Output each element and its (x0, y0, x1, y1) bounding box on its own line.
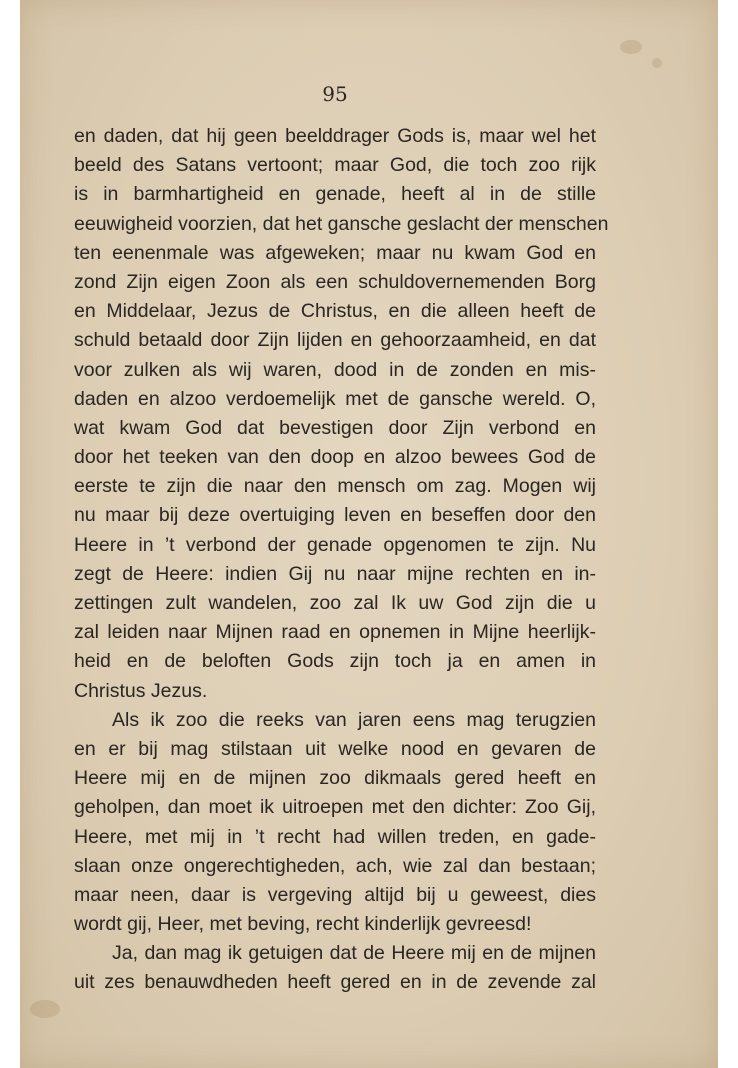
text-line: eeuwigheid voorzien, dat het gansche geslacht der menschen (74, 212, 609, 235)
text-line: is in barmhartigheid en genade, heeft al in de stille (74, 183, 596, 206)
body-text (74, 122, 609, 998)
text-line: zettingen zult wandelen, zoo zal Ik uw God zijn die u (74, 592, 596, 614)
paper-stain (620, 40, 642, 54)
paragraph-start-line: Als ik zoo die reeks van jaren eens mag terugzien (112, 708, 596, 731)
book-page (20, 0, 718, 1068)
text-line: geholpen, dan moet ik uitroepen met den dichter: Zoo Gij, (74, 796, 596, 819)
paragraph-end-line: Christus Jezus. (74, 679, 208, 702)
text-line: eerste te zijn die naar den mensch om zag. Mogen wij (74, 475, 596, 498)
page-number: 95 (322, 82, 348, 106)
text-line: schuld betaald door Zijn lijden en gehoorzaamheid, en dat (74, 329, 596, 352)
text-line: zond Zijn eigen Zoon als een schuldovernemenden Borg (74, 270, 596, 293)
text-line: Heere in ’t verbond der genade opgenomen te zijn. Nu (74, 533, 596, 556)
text-line: en Middelaar, Jezus de Christus, en die alleen heeft de (74, 300, 596, 323)
text-line: uit zes benauwdheden heeft gered en in de zevende zal (74, 971, 596, 994)
text-line: beeld des Satans vertoont; maar God, die toch zoo rijk (74, 154, 596, 177)
text-line: Heere, met mij in ’t recht had willen treden, en gade- (74, 825, 596, 848)
text-line: daden en alzoo verdoemelijk met de gansche wereld. O, (74, 387, 596, 410)
text-line: nu maar bij deze overtuiging leven en beseffen door den (74, 504, 596, 527)
paragraph-start-line: Ja, dan mag ik getuigen dat de Heere mij en de mijnen (112, 942, 596, 965)
paper-stain (652, 58, 662, 68)
text-line: heid en de beloften Gods zijn toch ja en amen in (74, 650, 596, 673)
text-line: ten eenenmale was afgeweken; maar nu kwam God en (74, 241, 596, 264)
text-line: voor zulken als wij waren, dood in de zonden en mis- (74, 358, 596, 381)
paper-stain (30, 1000, 60, 1018)
text-line: maar neen, daar is vergeving altijd bij u geweest, dies (74, 883, 596, 906)
paragraph-end-line: wordt gij, Heer, met beving, recht kinderlijk gevreesd! (74, 913, 532, 936)
text-line: en daden, dat hij geen beelddrager Gods is, maar wel het (74, 125, 596, 147)
text-line: wat kwam God dat bevestigen door Zijn verbond en (74, 416, 596, 439)
text-line: slaan onze ongerechtigheden, ach, wie zal dan bestaan; (74, 854, 596, 877)
text-line: door het teeken van den doop en alzoo bewees God de (74, 446, 596, 469)
text-line: Heere mij en de mijnen zoo dikmaals gered heeft en (74, 767, 596, 790)
text-line: zegt de Heere: indien Gij nu naar mijne rechten en in- (74, 562, 596, 585)
text-line: zal leiden naar Mijnen raad en opnemen in Mijne heerlijk- (74, 621, 596, 644)
text-line: en er bij mag stilstaan uit welke nood en gevaren de (74, 737, 596, 760)
